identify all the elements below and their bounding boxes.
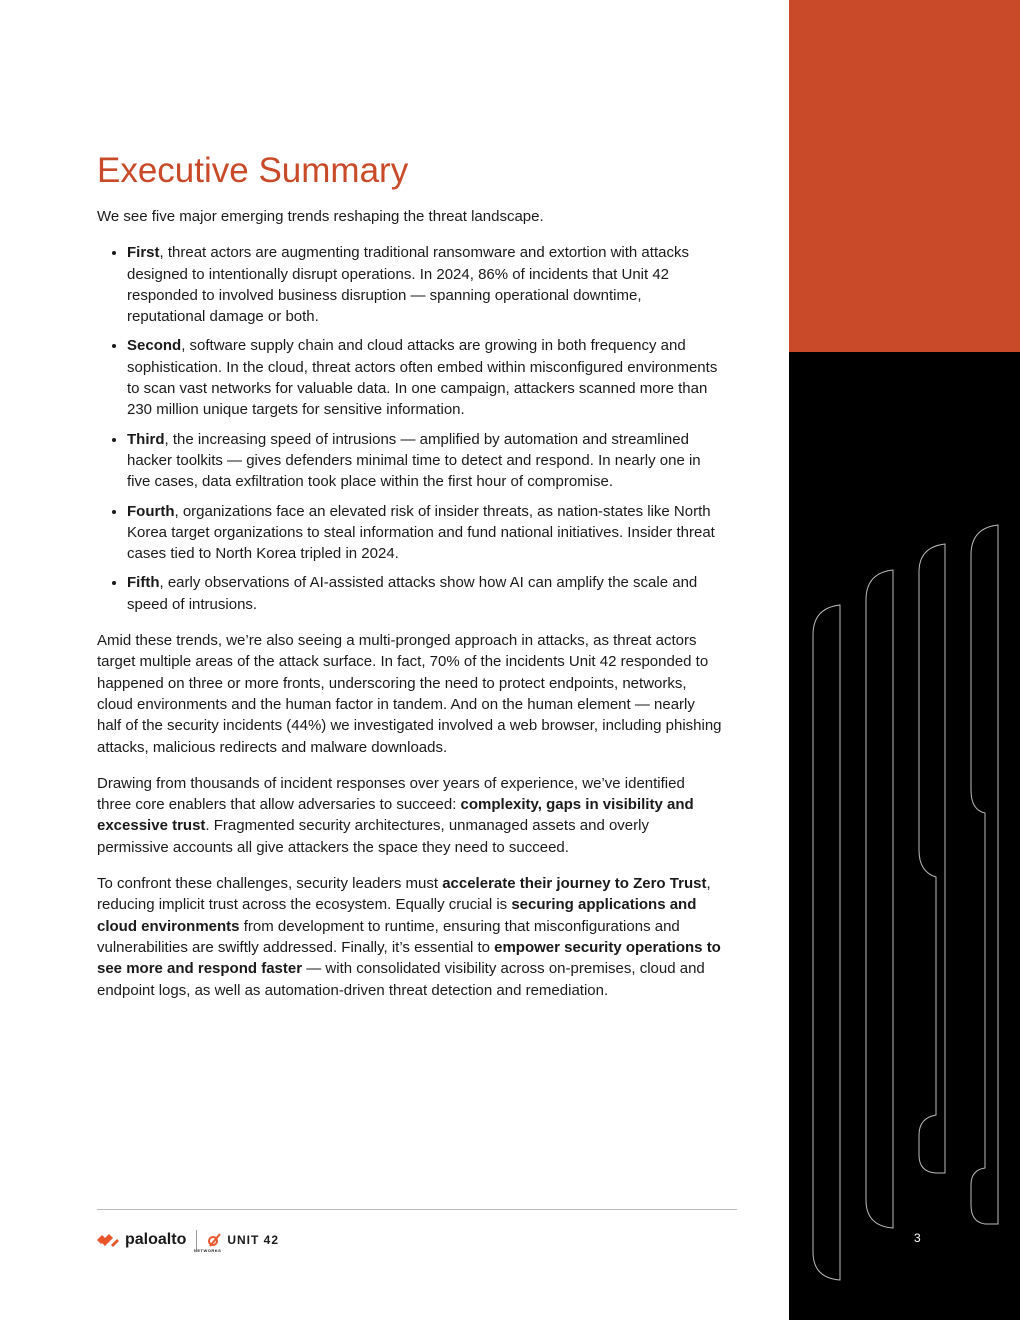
- trend-text: , software supply chain and cloud attacks are growing in both frequency and sophistication. In the cloud, threat actors often embed within misconfigured environments to scan vast networks for valuable data. In one campaign, attackers scanned more than 230 million unique targets for sensitive information.: [127, 337, 718, 419]
- bold-text: empower security operations to see more and respond faster: [97, 938, 721, 978]
- list-item: [127, 429, 722, 493]
- paragraph-multi-pronged: Amid these trends, we’re also seeing a multi-pronged approach in attacks, as threat actors target multiple areas of the attack surface. In fact, 70% of the incidents Unit 42 responded to happened on three or more fronts, underscoring the need to protect endpoints, networks, cloud environments and the human factor in tandem. And on the human element — nearly half of the security incidents (44%) we investigated involved a web browser, including phishing attacks, malicious redirects and malware downloads.: [97, 632, 722, 756]
- unit42-logo-icon: [207, 1233, 221, 1247]
- text: To confront these challenges, security leaders must: [97, 875, 443, 893]
- text: . Fragmented security architectures, unmanaged assets and overly permissive accounts all give attackers the space they need to succeed.: [97, 817, 649, 856]
- footer-divider: [97, 1209, 737, 1210]
- text: from development to runtime, ensuring that misconfigurations and vulnerabilities are swiftly addressed. Finally, it’s essential to: [97, 917, 680, 956]
- trend-text: , the increasing speed of intrusions — amplified by automation and streamlined hacker toolkits — gives defenders minimal time to detect and respond. In nearly one in five cases, data exfiltration took place within the first hour of compromise.: [127, 430, 701, 491]
- decorative-line-art: [789, 0, 1020, 1320]
- unit42-logo-text: UNIT 42: [227, 1233, 280, 1247]
- page-title: Executive Summary: [97, 151, 409, 190]
- text: Drawing from thousands of incident responses over years of experience, we’ve identified three core enablers that allow adversaries to succeed:: [97, 774, 685, 814]
- main-content: [97, 150, 722, 1016]
- logo-separator: [196, 1230, 197, 1250]
- bold-text: complexity, gaps in visibility and excessive trust: [97, 796, 694, 835]
- bold-text: securing applications and cloud environments: [97, 896, 697, 935]
- trend-lead: Second: [127, 337, 182, 355]
- paloalto-logo-icon: [97, 1233, 119, 1247]
- trends-list: [97, 242, 722, 615]
- paloalto-logo: [125, 1231, 222, 1253]
- trend-lead: Fourth: [127, 502, 175, 520]
- brand-subtitle: NETWORKS: [194, 1248, 222, 1253]
- trend-lead: Fifth: [127, 574, 160, 592]
- list-item: [127, 501, 722, 565]
- paragraph-enablers: [97, 773, 722, 858]
- bold-text: accelerate their journey to Zero Trust: [442, 875, 707, 893]
- text: , reducing implicit trust across the ecosystem. Equally crucial is: [97, 875, 711, 914]
- list-item: [127, 572, 722, 615]
- trend-text: , threat actors are augmenting traditional ransomware and extortion with attacks designed to intentionally disrupt operations. In 2024, 86% of incidents that Unit 42 responded to involved business disruption — spanning operational downtime, reputational damage or both.: [127, 244, 689, 326]
- trend-lead: Third: [127, 430, 165, 448]
- trend-lead: First: [127, 244, 160, 262]
- intro-paragraph: We see five major emerging trends reshaping the threat landscape.: [97, 208, 544, 225]
- list-item: [127, 335, 722, 420]
- trend-text: , early observations of AI-assisted attacks show how AI can amplify the scale and speed of intrusions.: [127, 574, 698, 613]
- brand-name: paloalto: [125, 1231, 187, 1248]
- list-item: [127, 242, 722, 327]
- decorative-side-panel: [789, 0, 1020, 1320]
- trend-text: , organizations face an elevated risk of insider threats, as nation-states like North Korea target organizations to steal information and fund national initiatives. Insider threat cases tied to North Korea tripled in 2024.: [127, 502, 715, 563]
- page-number: 3: [914, 1231, 921, 1245]
- paragraph-recommendations: [97, 873, 722, 1001]
- text: — with consolidated visibility across on-premises, cloud and endpoint logs, as well as automation-driven threat detection and remediation.: [97, 960, 705, 999]
- footer-logos: [97, 1230, 280, 1253]
